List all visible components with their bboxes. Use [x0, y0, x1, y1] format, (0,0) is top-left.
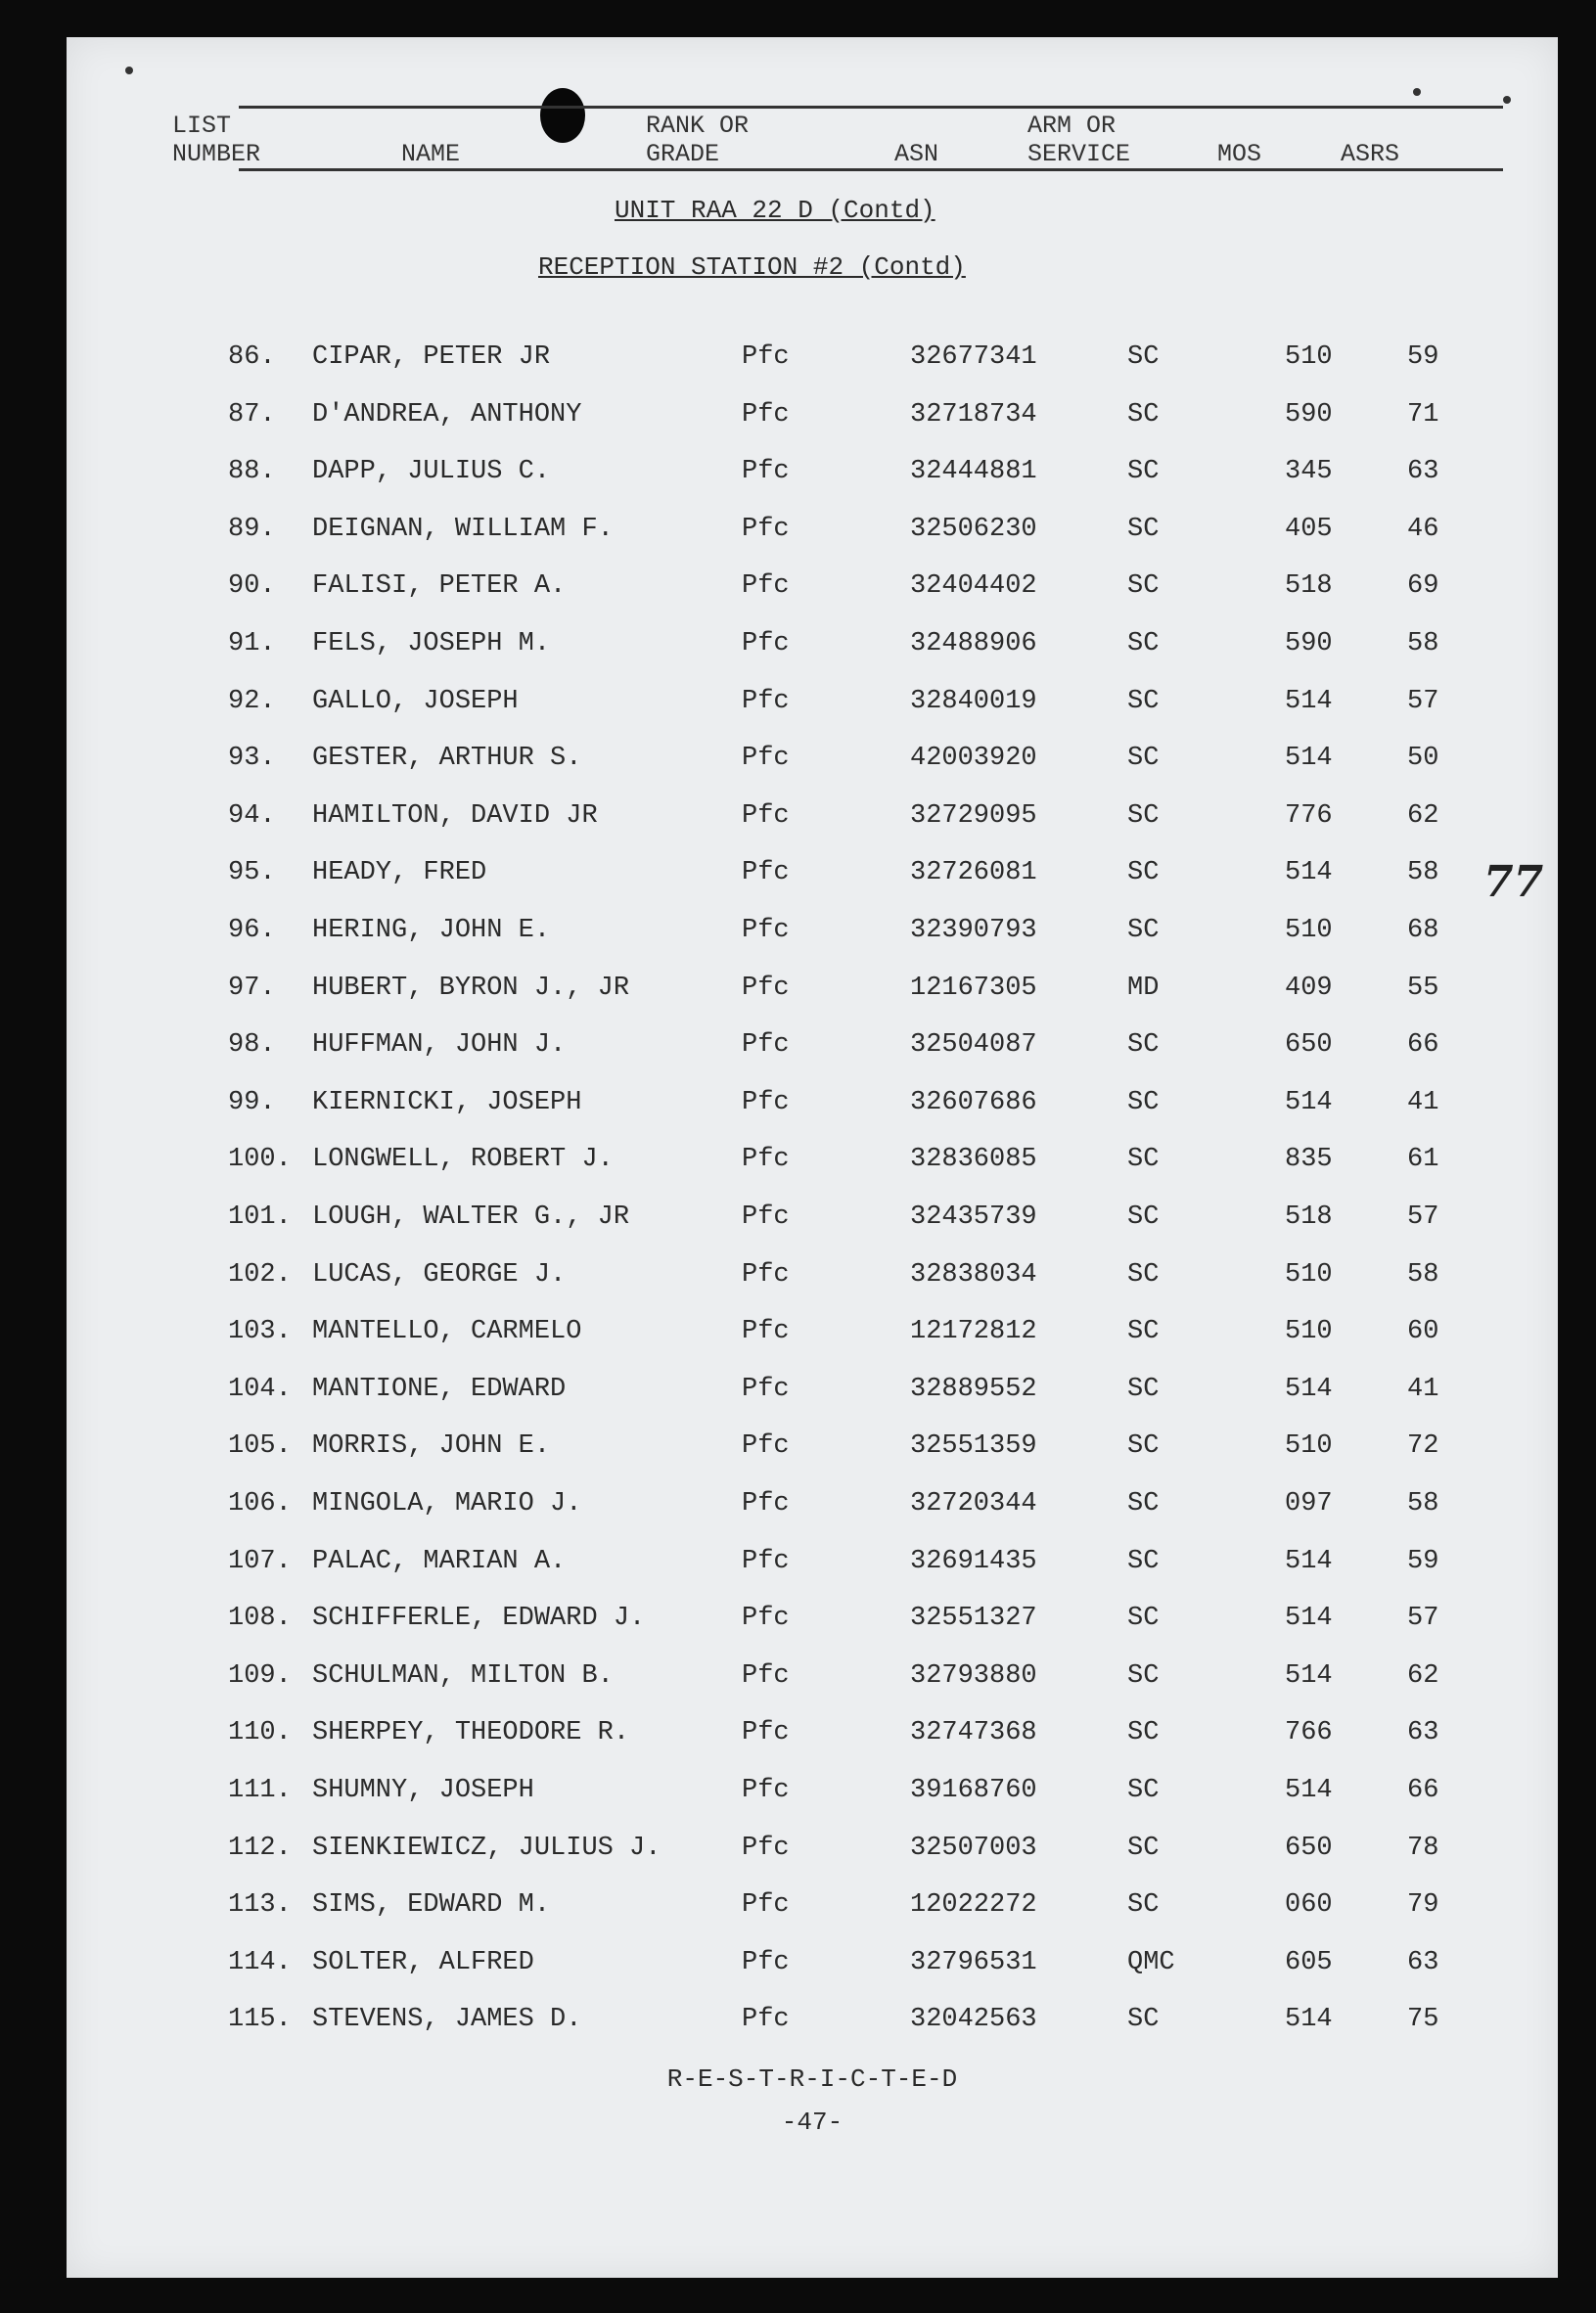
cell-num: 110. — [228, 1718, 292, 1747]
cell-num: 105. — [228, 1431, 292, 1461]
ink-speck — [125, 67, 133, 74]
cell-asrs: 71 — [1407, 400, 1439, 430]
cell-svc: SC — [1127, 457, 1160, 486]
cell-rank: Pfc — [742, 1145, 790, 1174]
cell-svc: SC — [1127, 1431, 1160, 1461]
header-rank: RANK OR GRADE — [646, 112, 750, 168]
cell-rank: Pfc — [742, 1718, 790, 1747]
cell-mos: 514 — [1285, 1776, 1333, 1805]
cell-num: 101. — [228, 1202, 292, 1232]
cell-name: SIMS, EDWARD M. — [312, 1890, 551, 1920]
cell-asn: 32718734 — [910, 400, 1037, 430]
table-row — [67, 342, 1558, 399]
cell-mos: 345 — [1285, 457, 1333, 486]
cell-svc: SC — [1127, 629, 1160, 658]
cell-mos: 605 — [1285, 1948, 1333, 1977]
cell-mos: 514 — [1285, 1547, 1333, 1576]
cell-name: HEADY, FRED — [312, 858, 487, 887]
cell-asn: 42003920 — [910, 744, 1037, 773]
cell-asrs: 58 — [1407, 858, 1439, 887]
cell-asn: 32444881 — [910, 457, 1037, 486]
table-row — [67, 2005, 1558, 2062]
classification-footer: R-E-S-T-R-I-C-T-E-D — [666, 2064, 958, 2094]
cell-num: 97. — [228, 974, 276, 1003]
cell-asrs: 78 — [1407, 1834, 1439, 1863]
table-row — [67, 1604, 1558, 1660]
header-bottom-rule — [239, 168, 1503, 171]
cell-mos: 518 — [1285, 1202, 1333, 1232]
cell-asrs: 57 — [1407, 1604, 1439, 1633]
cell-name: HAMILTON, DAVID JR — [312, 801, 598, 831]
cell-asrs: 60 — [1407, 1317, 1439, 1346]
cell-num: 109. — [228, 1661, 292, 1691]
cell-rank: Pfc — [742, 1547, 790, 1576]
cell-asn: 32793880 — [910, 1661, 1037, 1691]
cell-mos: 514 — [1285, 1088, 1333, 1117]
cell-asn: 32507003 — [910, 1834, 1037, 1863]
cell-asrs: 62 — [1407, 1661, 1439, 1691]
cell-asrs: 41 — [1407, 1088, 1439, 1117]
cell-num: 96. — [228, 916, 276, 945]
table-row — [67, 1718, 1558, 1775]
cell-num: 106. — [228, 1489, 292, 1519]
cell-name: SIENKIEWICZ, JULIUS J. — [312, 1834, 661, 1863]
station-title: RECEPTION STATION #2 (Contd) — [538, 252, 966, 282]
ink-speck — [1413, 88, 1421, 96]
cell-svc: SC — [1127, 1661, 1160, 1691]
cell-mos: 405 — [1285, 515, 1333, 544]
cell-asn: 32435739 — [910, 1202, 1037, 1232]
cell-asrs: 63 — [1407, 1718, 1439, 1747]
cell-svc: SC — [1127, 400, 1160, 430]
cell-mos: 510 — [1285, 1317, 1333, 1346]
cell-name: D'ANDREA, ANTHONY — [312, 400, 582, 430]
cell-rank: Pfc — [742, 400, 790, 430]
table-row — [67, 744, 1558, 800]
cell-svc: SC — [1127, 1030, 1160, 1060]
table-row — [67, 1202, 1558, 1259]
cell-svc: SC — [1127, 571, 1160, 601]
cell-num: 93. — [228, 744, 276, 773]
cell-num: 89. — [228, 515, 276, 544]
punch-hole — [540, 88, 585, 143]
cell-name: FALISI, PETER A. — [312, 571, 567, 601]
cell-asn: 32551359 — [910, 1431, 1037, 1461]
cell-rank: Pfc — [742, 629, 790, 658]
cell-rank: Pfc — [742, 801, 790, 831]
cell-asn: 32836085 — [910, 1145, 1037, 1174]
header-asn: ASN — [894, 140, 939, 168]
cell-rank: Pfc — [742, 515, 790, 544]
cell-svc: SC — [1127, 1776, 1160, 1805]
cell-name: KIERNICKI, JOSEPH — [312, 1088, 582, 1117]
cell-asn: 32404402 — [910, 571, 1037, 601]
cell-num: 115. — [228, 2005, 292, 2034]
table-row — [67, 400, 1558, 457]
cell-rank: Pfc — [742, 457, 790, 486]
cell-asrs: 41 — [1407, 1375, 1439, 1404]
cell-asn: 12022272 — [910, 1890, 1037, 1920]
handwritten-note: 77 — [1483, 857, 1544, 907]
cell-mos: 650 — [1285, 1834, 1333, 1863]
cell-num: 88. — [228, 457, 276, 486]
cell-asrs: 68 — [1407, 916, 1439, 945]
cell-mos: 510 — [1285, 342, 1333, 372]
cell-num: 86. — [228, 342, 276, 372]
cell-svc: SC — [1127, 801, 1160, 831]
cell-asrs: 57 — [1407, 687, 1439, 716]
cell-name: MORRIS, JOHN E. — [312, 1431, 551, 1461]
cell-mos: 835 — [1285, 1145, 1333, 1174]
header-name: NAME — [401, 140, 461, 168]
cell-svc: SC — [1127, 858, 1160, 887]
cell-mos: 650 — [1285, 1030, 1333, 1060]
cell-asrs: 59 — [1407, 1547, 1439, 1576]
cell-asrs: 61 — [1407, 1145, 1439, 1174]
cell-svc: SC — [1127, 1202, 1160, 1232]
table-row — [67, 1317, 1558, 1374]
table-row — [67, 1375, 1558, 1431]
cell-num: 100. — [228, 1145, 292, 1174]
cell-name: DAPP, JULIUS C. — [312, 457, 551, 486]
table-row — [67, 974, 1558, 1030]
cell-rank: Pfc — [742, 1088, 790, 1117]
cell-mos: 510 — [1285, 1260, 1333, 1290]
cell-svc: MD — [1127, 974, 1160, 1003]
cell-name: LUCAS, GEORGE J. — [312, 1260, 567, 1290]
cell-name: MANTELLO, CARMELO — [312, 1317, 582, 1346]
cell-mos: 766 — [1285, 1718, 1333, 1747]
cell-asrs: 75 — [1407, 2005, 1439, 2034]
cell-asrs: 50 — [1407, 744, 1439, 773]
cell-svc: SC — [1127, 744, 1160, 773]
cell-rank: Pfc — [742, 1431, 790, 1461]
cell-svc: SC — [1127, 1375, 1160, 1404]
cell-mos: 060 — [1285, 1890, 1333, 1920]
cell-asn: 32691435 — [910, 1547, 1037, 1576]
cell-mos: 514 — [1285, 1661, 1333, 1691]
cell-asn: 32488906 — [910, 629, 1037, 658]
cell-mos: 518 — [1285, 571, 1333, 601]
cell-svc: SC — [1127, 1088, 1160, 1117]
cell-name: FELS, JOSEPH M. — [312, 629, 551, 658]
cell-num: 103. — [228, 1317, 292, 1346]
cell-name: STEVENS, JAMES D. — [312, 2005, 582, 2034]
cell-svc: SC — [1127, 916, 1160, 945]
cell-name: DEIGNAN, WILLIAM F. — [312, 515, 614, 544]
cell-svc: SC — [1127, 1890, 1160, 1920]
cell-asn: 12167305 — [910, 974, 1037, 1003]
cell-asrs: 66 — [1407, 1776, 1439, 1805]
cell-mos: 510 — [1285, 916, 1333, 945]
cell-asn: 32607686 — [910, 1088, 1037, 1117]
cell-asrs: 63 — [1407, 457, 1439, 486]
cell-asn: 32720344 — [910, 1489, 1037, 1519]
cell-mos: 510 — [1285, 1431, 1333, 1461]
cell-svc: SC — [1127, 1260, 1160, 1290]
cell-num: 102. — [228, 1260, 292, 1290]
cell-name: HUBERT, BYRON J., JR — [312, 974, 630, 1003]
table-row — [67, 1661, 1558, 1718]
cell-name: MINGOLA, MARIO J. — [312, 1489, 582, 1519]
cell-num: 114. — [228, 1948, 292, 1977]
table-row — [67, 1260, 1558, 1317]
cell-svc: SC — [1127, 1489, 1160, 1519]
table-row — [67, 629, 1558, 686]
cell-num: 104. — [228, 1375, 292, 1404]
cell-rank: Pfc — [742, 1375, 790, 1404]
table-row — [67, 1489, 1558, 1546]
cell-rank: Pfc — [742, 744, 790, 773]
cell-svc: SC — [1127, 342, 1160, 372]
cell-asrs: 57 — [1407, 1202, 1439, 1232]
cell-asn: 32796531 — [910, 1948, 1037, 1977]
cell-mos: 776 — [1285, 801, 1333, 831]
cell-num: 90. — [228, 571, 276, 601]
cell-rank: Pfc — [742, 1661, 790, 1691]
cell-mos: 590 — [1285, 400, 1333, 430]
cell-mos: 514 — [1285, 687, 1333, 716]
cell-name: SCHULMAN, MILTON B. — [312, 1661, 614, 1691]
cell-num: 112. — [228, 1834, 292, 1863]
cell-rank: Pfc — [742, 1317, 790, 1346]
cell-mos: 514 — [1285, 858, 1333, 887]
cell-asrs: 46 — [1407, 515, 1439, 544]
cell-asn: 12172812 — [910, 1317, 1037, 1346]
cell-asrs: 59 — [1407, 342, 1439, 372]
header-top-rule — [239, 106, 1503, 109]
cell-mos: 590 — [1285, 629, 1333, 658]
table-row — [67, 1030, 1558, 1087]
cell-asrs: 72 — [1407, 1431, 1439, 1461]
cell-asn: 32889552 — [910, 1375, 1037, 1404]
header-asrs: ASRS — [1341, 140, 1400, 168]
cell-name: GALLO, JOSEPH — [312, 687, 519, 716]
cell-num: 98. — [228, 1030, 276, 1060]
cell-name: SHERPEY, THEODORE R. — [312, 1718, 630, 1747]
cell-mos: 409 — [1285, 974, 1333, 1003]
cell-num: 99. — [228, 1088, 276, 1117]
cell-name: HUFFMAN, JOHN J. — [312, 1030, 567, 1060]
cell-asrs: 58 — [1407, 1260, 1439, 1290]
cell-asn: 32747368 — [910, 1718, 1037, 1747]
cell-num: 92. — [228, 687, 276, 716]
table-row — [67, 1088, 1558, 1145]
cell-rank: Pfc — [742, 1948, 790, 1977]
cell-num: 113. — [228, 1890, 292, 1920]
cell-num: 95. — [228, 858, 276, 887]
cell-rank: Pfc — [742, 1260, 790, 1290]
table-row — [67, 1834, 1558, 1890]
cell-name: SCHIFFERLE, EDWARD J. — [312, 1604, 646, 1633]
cell-rank: Pfc — [742, 916, 790, 945]
cell-svc: SC — [1127, 1547, 1160, 1576]
cell-asn: 39168760 — [910, 1776, 1037, 1805]
cell-name: PALAC, MARIAN A. — [312, 1547, 567, 1576]
cell-num: 94. — [228, 801, 276, 831]
cell-asrs: 66 — [1407, 1030, 1439, 1060]
cell-svc: SC — [1127, 687, 1160, 716]
cell-rank: Pfc — [742, 974, 790, 1003]
cell-asrs: 58 — [1407, 1489, 1439, 1519]
cell-asrs: 62 — [1407, 801, 1439, 831]
table-row — [67, 801, 1558, 858]
cell-rank: Pfc — [742, 1030, 790, 1060]
cell-name: SHUMNY, JOSEPH — [312, 1776, 534, 1805]
cell-asn: 32504087 — [910, 1030, 1037, 1060]
cell-svc: SC — [1127, 1317, 1160, 1346]
cell-name: LOUGH, WALTER G., JR — [312, 1202, 630, 1232]
unit-title: UNIT RAA 22 D (Contd) — [615, 196, 935, 225]
cell-svc: SC — [1127, 1834, 1160, 1863]
table-row — [67, 1948, 1558, 2005]
document-page — [67, 37, 1558, 2278]
cell-rank: Pfc — [742, 1890, 790, 1920]
cell-rank: Pfc — [742, 1489, 790, 1519]
table-row — [67, 1776, 1558, 1833]
cell-rank: Pfc — [742, 1776, 790, 1805]
cell-svc: SC — [1127, 1145, 1160, 1174]
cell-num: 108. — [228, 1604, 292, 1633]
cell-name: CIPAR, PETER JR — [312, 342, 551, 372]
cell-svc: SC — [1127, 2005, 1160, 2034]
table-row — [67, 1145, 1558, 1202]
cell-asn: 32838034 — [910, 1260, 1037, 1290]
cell-asn: 32726081 — [910, 858, 1037, 887]
cell-name: LONGWELL, ROBERT J. — [312, 1145, 614, 1174]
cell-svc: SC — [1127, 1718, 1160, 1747]
cell-asn: 32042563 — [910, 2005, 1037, 2034]
table-row — [67, 515, 1558, 571]
header-mos: MOS — [1217, 140, 1262, 168]
ink-speck — [1503, 96, 1511, 104]
cell-rank: Pfc — [742, 687, 790, 716]
cell-rank: Pfc — [742, 858, 790, 887]
cell-asrs: 63 — [1407, 1948, 1439, 1977]
cell-rank: Pfc — [742, 1202, 790, 1232]
header-arm-service: ARM OR SERVICE — [1027, 112, 1131, 168]
cell-name: SOLTER, ALFRED — [312, 1948, 534, 1977]
table-row — [67, 1547, 1558, 1604]
cell-asn: 32729095 — [910, 801, 1037, 831]
cell-mos: 514 — [1285, 744, 1333, 773]
cell-asrs: 58 — [1407, 629, 1439, 658]
cell-asn: 32506230 — [910, 515, 1037, 544]
cell-asn: 32551327 — [910, 1604, 1037, 1633]
cell-asrs: 79 — [1407, 1890, 1439, 1920]
table-row — [67, 916, 1558, 973]
cell-rank: Pfc — [742, 2005, 790, 2034]
cell-mos: 514 — [1285, 1375, 1333, 1404]
cell-asn: 32390793 — [910, 916, 1037, 945]
table-row — [67, 1890, 1558, 1947]
cell-asrs: 55 — [1407, 974, 1439, 1003]
cell-svc: SC — [1127, 515, 1160, 544]
page-number: -47- — [781, 2108, 844, 2137]
table-row — [67, 457, 1558, 514]
cell-svc: QMC — [1127, 1948, 1175, 1977]
table-row — [67, 687, 1558, 744]
cell-mos: 514 — [1285, 1604, 1333, 1633]
cell-rank: Pfc — [742, 342, 790, 372]
table-row — [67, 858, 1558, 915]
table-row — [67, 1431, 1558, 1488]
cell-asn: 32840019 — [910, 687, 1037, 716]
cell-mos: 514 — [1285, 2005, 1333, 2034]
cell-num: 87. — [228, 400, 276, 430]
cell-mos: 097 — [1285, 1489, 1333, 1519]
cell-asn: 32677341 — [910, 342, 1037, 372]
cell-rank: Pfc — [742, 1604, 790, 1633]
cell-name: MANTIONE, EDWARD — [312, 1375, 567, 1404]
cell-num: 91. — [228, 629, 276, 658]
table-row — [67, 571, 1558, 628]
cell-num: 111. — [228, 1776, 292, 1805]
cell-name: HERING, JOHN E. — [312, 916, 551, 945]
cell-asrs: 69 — [1407, 571, 1439, 601]
cell-svc: SC — [1127, 1604, 1160, 1633]
cell-name: GESTER, ARTHUR S. — [312, 744, 582, 773]
cell-rank: Pfc — [742, 571, 790, 601]
header-list-number: LIST NUMBER — [172, 112, 261, 168]
cell-num: 107. — [228, 1547, 292, 1576]
cell-rank: Pfc — [742, 1834, 790, 1863]
